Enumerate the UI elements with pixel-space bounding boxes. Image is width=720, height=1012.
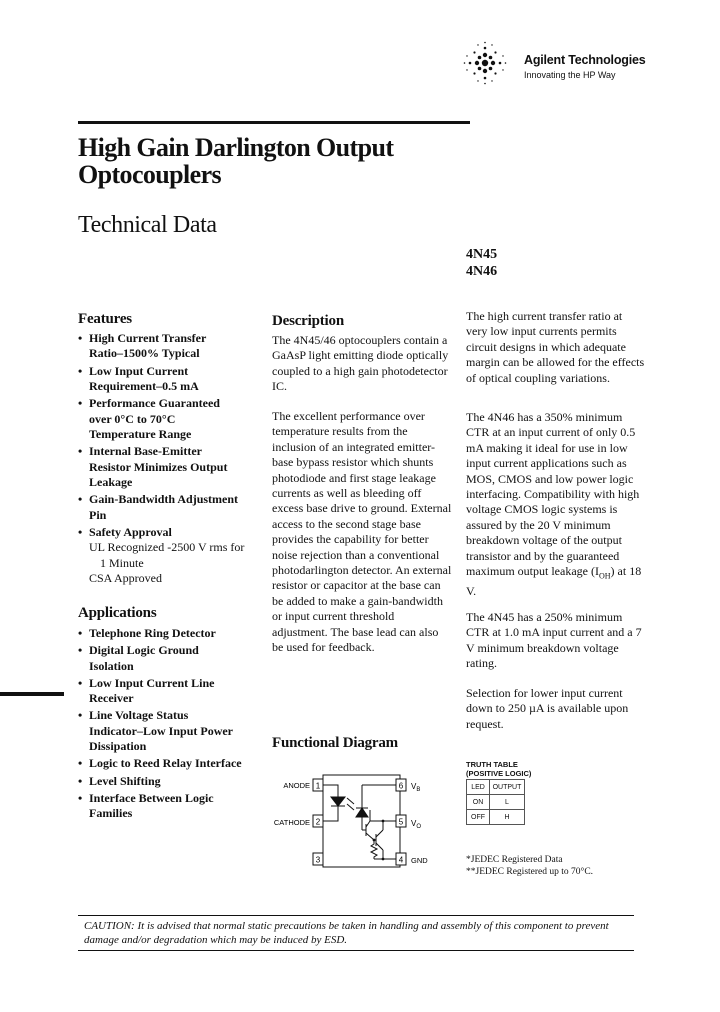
body-paragraph: The high current transfer ratio at very low input currents permits circuit designs in which adequate margin can be allowed for the effects of optical coupling variations. [466, 309, 645, 385]
footnote: **JEDEC Registered up to 70°C. [466, 867, 594, 877]
pin-1-number: 1 [315, 781, 321, 791]
pin-5-number: 5 [398, 817, 404, 827]
feature-item: • Internal Base-Emitter Resistor Minimizes Output Leakage [78, 444, 263, 490]
pin-6-number: 6 [398, 781, 404, 791]
application-item: • Line Voltage Status Indicator–Low Input Power Dissipation [78, 708, 263, 754]
caution-text: CAUTION: It is advised that normal static precautions be taken in handling and assembly of this component to prevent damage and/or degradation which may be induced by ESD. [84, 920, 609, 946]
application-item: • Level Shifting [78, 774, 263, 789]
application-item: • Logic to Reed Relay Interface [78, 756, 263, 771]
table-cell: L [490, 795, 525, 810]
margin-rule [0, 692, 64, 696]
functional-diagram [266, 770, 456, 870]
application-item: • Interface Between Logic Families [78, 791, 263, 822]
table-cell: ON [467, 795, 490, 810]
footnote: *JEDEC Registered Data [466, 855, 563, 865]
pin-5-label: $V_O$ [411, 819, 422, 830]
part-number: 4N46 [466, 264, 498, 279]
pin-1-label: ANODE [283, 781, 310, 790]
feature-subitem: 1 Minute [100, 555, 144, 570]
table-header-cell: OUTPUT [490, 780, 525, 795]
part-number: 4N45 [466, 247, 498, 262]
title-rule [78, 121, 470, 124]
application-item: • Low Input Current Line Receiver [78, 676, 263, 707]
features-heading: Features [78, 311, 132, 327]
feature-subitem: UL Recognized -2500 V rms for [89, 540, 245, 555]
application-item: • Digital Logic Ground Isolation [78, 643, 263, 674]
part-numbers [466, 246, 497, 280]
application-item: • Telephone Ring Detector [78, 626, 263, 641]
document-subtitle: Technical Data [78, 212, 217, 238]
body-paragraph: Selection for lower input current down to 250 µA is available upon request. [466, 686, 629, 731]
truth-table [466, 779, 525, 825]
pin-3-number: 3 [315, 855, 321, 865]
pin-2-label: CATHODE [273, 818, 310, 827]
feature-item: • Safety Approval [78, 525, 263, 540]
description-paragraph: The excellent performance over temperature results from the inclusion of an integrated emitter-base bypass resistor which shunts photodiode and first stage leakage currents as well as bleeding off excess base drive to ground. External access to the second stage base provides the capability for better noise rejection than a conventional photodarlington detector. An external resistor or capacitor at the base can be added to make a gain-bandwidth or input current threshold adjustment. The base lead can also be used for feedback. [272, 409, 452, 655]
agilent-spark-logo-icon [462, 40, 508, 86]
body-paragraph: The 4N46 has a 350% minimum CTR at an input current of only 0.5 mA making it ideal for use in low input current applications such as MOS, CMOS and low power logic interfacing. Compatibility with high voltage CMOS logic systems is assured by the 20 V minimum breakdown voltage of the output transistor and by the guaranteed maximum output leakage $(I_{OH})$ at 18 V. [466, 410, 642, 598]
pin-4-number: 4 [398, 855, 404, 865]
company-name: Agilent Technologies [524, 53, 646, 67]
applications-list [78, 626, 263, 822]
applications-heading: Applications [78, 605, 157, 621]
truth-table-title: TRUTH TABLE (POSITIVE LOGIC) [466, 760, 532, 778]
feature-item: • Performance Guaranteed over 0°C to 70°C Temperature Range [78, 396, 263, 442]
pin-4-label: GND [411, 856, 428, 865]
feature-subitem: CSA Approved [89, 571, 163, 586]
table-cell: H [490, 810, 525, 825]
table-row [467, 810, 525, 825]
pin-2-number: 2 [315, 817, 321, 827]
internal-circuit [323, 785, 396, 859]
document-title [78, 134, 478, 188]
table-header-row [467, 780, 525, 795]
table-cell: OFF [467, 810, 490, 825]
functional-diagram-heading: Functional Diagram [272, 735, 398, 751]
features-list [78, 331, 263, 586]
title-line-1: High Gain Darlington Output [78, 133, 394, 162]
feature-item: • Low Input Current Requirement–0.5 mA [78, 364, 263, 395]
company-tagline: Innovating the HP Way [524, 70, 616, 80]
description-heading: Description [272, 313, 344, 329]
pin-6-label: $V_B$ [411, 782, 421, 793]
description-paragraph: The 4N45/46 optocouplers contain a GaAsP light emitting diode optically coupled to a high gain photodetector IC. [272, 333, 449, 394]
table-row [467, 795, 525, 810]
body-paragraph: The 4N45 has a 250% minimum CTR at 1.0 mA input current and a 7 V minimum breakdown voltage rating. [466, 610, 642, 671]
table-header-cell: LED [467, 780, 490, 795]
feature-item: • Gain-Bandwidth Adjustment Pin [78, 492, 263, 523]
title-line-2: Optocouplers [78, 160, 222, 189]
feature-item: • High Current Transfer Ratio–1500% Typical [78, 331, 263, 362]
